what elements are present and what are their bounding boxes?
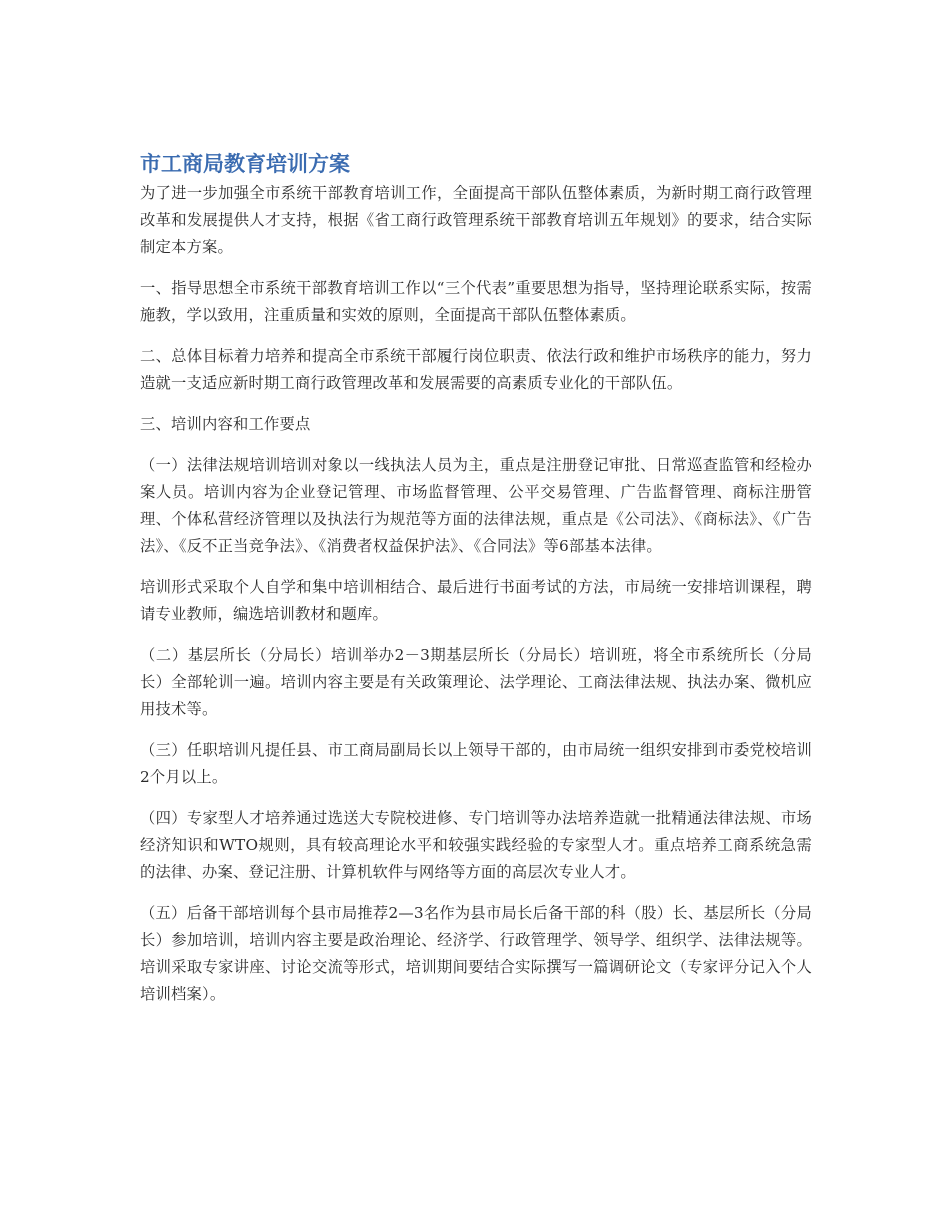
paragraph-overall-goal: 二、总体目标着力培养和提高全市系统干部履行岗位职责、依法行政和维护市场秩序的能力，努力造就一支适应新时期工商行政管理改革和发展需要的高素质专业化的干部队伍。: [140, 347, 812, 392]
paragraph-appointment-training: （三）任职培训凡提任县、市工商局副局长以上领导干部的，由市局统一组织安排到市委党校培训2个月以上。: [140, 741, 812, 786]
paragraph-guiding-ideology: 一、指导思想全市系统干部教育培训工作以“三个代表”重要思想为指导，坚持理论联系实际，按需施教，学以致用，注重质量和实效的原则，全面提高干部队伍整体素质。: [140, 279, 812, 324]
paragraph-reserve-training: （五）后备干部培训每个县市局推荐2—3名作为县市局长后备干部的科（股）长、基层所长（分局长）参加培训，培训内容主要是政治理论、经济学、行政管理学、领导学、组织学、法律法规等。培训采取专家讲座、讨论交流等形式，培训期间要结合实际撰写一篇调研论文（专家评分记入个人培训档案）。: [140, 904, 812, 1003]
paragraph-law-training: （一）法律法规培训培训对象以一线执法人员为主，重点是注册登记审批、日常巡查监管和经检办案人员。培训内容为企业登记管理、市场监督管理、公平交易管理、广告监督管理、商标注册管理、个体私营经济管理以及执法行为规范等方面的法律法规，重点是《公司法》、《商标法》、《广告法》、《反不正当竞争法》、《消费者权益保护法》、《合同法》等6部基本法律。: [140, 456, 812, 555]
document-page: [140, 150, 812, 1022]
paragraph-intro: 为了进一步加强全市系统干部教育培训工作，全面提高干部队伍整体素质，为新时期工商行政管理改革和发展提供人才支持，根据《省工商行政管理系统干部教育培训五年规划》的要求，结合实际制定本方案。: [140, 184, 812, 256]
paragraph-director-training: （二）基层所长（分局长）培训举办2－3期基层所长（分局长）培训班，将全市系统所长（分局长）全部轮训一遍。培训内容主要是有关政策理论、法学理论、工商法律法规、执法办案、微机应用技术等。: [140, 646, 812, 718]
paragraph-section-heading: 三、培训内容和工作要点: [140, 415, 311, 433]
paragraph-expert-training: （四）专家型人才培养通过选送大专院校进修、专门培训等办法培养造就一批精通法律法规、市场经济知识和WTO规则，具有较高理论水平和较强实践经验的专家型人才。重点培养工商系统急需的法律、办案、登记注册、计算机软件与网络等方面的高层次专业人才。: [140, 809, 812, 881]
paragraph-training-format: 培训形式采取个人自学和集中培训相结合、最后进行书面考试的方法，市局统一安排培训课程，聘请专业教师，编选培训教材和题库。: [140, 578, 812, 623]
document-title: 市工商局教育培训方案: [140, 152, 350, 176]
